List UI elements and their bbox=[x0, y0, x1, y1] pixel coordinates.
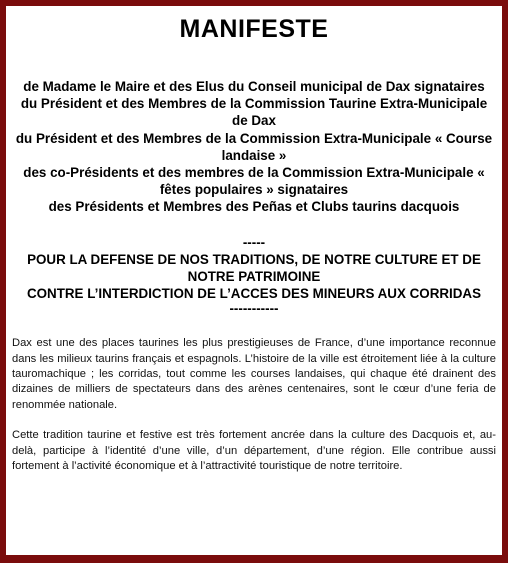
addressee-line: du Président et des Membres de la Commission Extra-Municipale « Course landaise » bbox=[15, 130, 493, 163]
manifesto-page bbox=[6, 6, 502, 555]
paragraph: Cette tradition taurine et festive est très fortement ancrée dans la culture des Dacquois et, au-delà, participe à l’identité d’une ville, d’un département, d’une région. Elle contribue aussi fortement à l’activité économique et à l’attractivité touristique de notre territoire. bbox=[12, 429, 496, 473]
document-title: MANIFESTE bbox=[179, 15, 329, 43]
addressee-line: des co-Présidents et des membres de la Commission Extra-Municipale « fêtes populaires » signataires bbox=[23, 165, 485, 198]
separator-bottom: ----------- bbox=[229, 301, 279, 317]
separator-top: ----- bbox=[242, 234, 266, 250]
body-text bbox=[6, 336, 502, 474]
addressee-line: des Présidents et Membres des Peñas et Clubs taurins dacquois bbox=[48, 199, 460, 215]
cause-block bbox=[6, 251, 502, 303]
paragraph: Dax est une des places taurines les plus prestigieuses de France, d’une importance reconnue dans les milieux taurins français et espagnols. L’histoire de la ville est étroitement liée à la culture tauromachique ; les corridas, tout comme les courses landaises, qui chaque été drainent des dizaines de milliers de spectateurs dans des arènes centenaires, sont le cœur d’une feria de renommée nationale. bbox=[12, 337, 496, 411]
addressee-line: du Président et des Membres de la Commission Taurine Extra-Municipale de Dax bbox=[20, 96, 488, 129]
addressees-block bbox=[6, 78, 502, 216]
cause-line: POUR LA DEFENSE DE NOS TRADITIONS, DE NOTRE CULTURE ET DE NOTRE PATRIMOINE bbox=[27, 251, 481, 284]
addressee-line: de Madame le Maire et des Elus du Conseil municipal de Dax signataires bbox=[23, 79, 485, 94]
cause-line: CONTRE L’INTERDICTION DE L’ACCES DES MINEURS AUX CORRIDAS bbox=[26, 286, 482, 302]
